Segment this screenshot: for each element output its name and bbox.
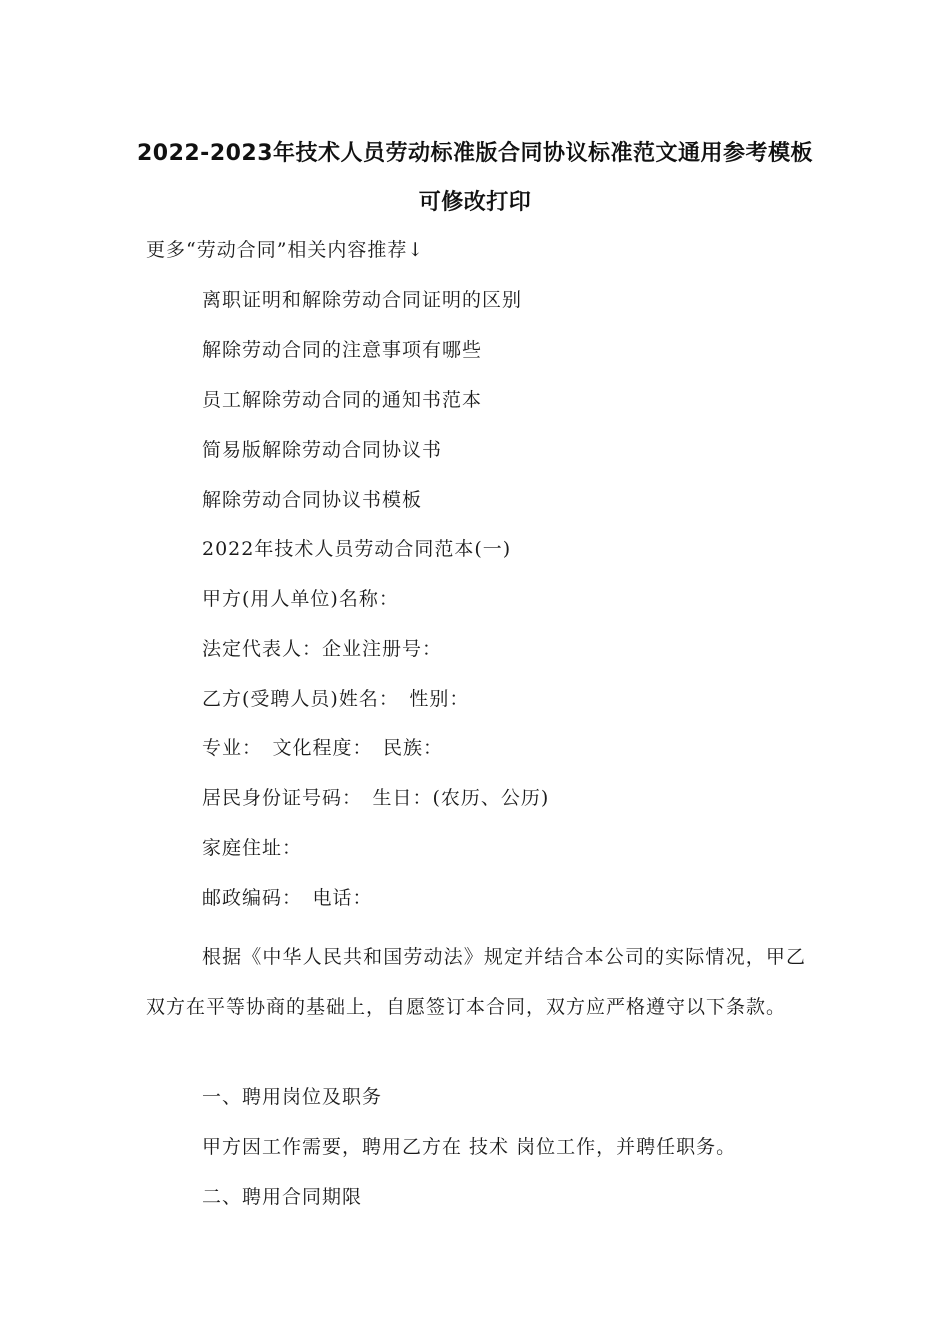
field-employee-name: 乙方(受聘人员)姓名： 性别： [202, 688, 470, 710]
intro-paragraph: 根据《中华人民共和国劳动法》规定并结合本公司的实际情况，甲乙双方在平等协商的基础上，自愿签订本合同，双方应严格遵守以下条款。 [146, 946, 806, 1018]
field-postal-code: 邮政编码： 电话： [202, 887, 373, 909]
recommend-link[interactable]: 离职证明和解除劳动合同证明的区别 [202, 289, 523, 311]
section-title: 2022年技术人员劳动合同范本(一) [202, 538, 512, 560]
recommend-heading: 更多“劳动合同”相关内容推荐↓ [146, 239, 425, 261]
recommend-link[interactable]: 解除劳动合同协议书模板 [202, 489, 423, 511]
field-id-number: 居民身份证号码： 生日：(农历、公历) [202, 787, 550, 809]
recommend-link[interactable]: 员工解除劳动合同的通知书范本 [202, 389, 483, 411]
clause-heading: 二、聘用合同期限 [202, 1186, 363, 1208]
recommend-link[interactable]: 解除劳动合同的注意事项有哪些 [202, 339, 483, 361]
field-employer-name: 甲方(用人单位)名称： [202, 588, 399, 610]
document-title-line2: 可修改打印 [418, 190, 532, 215]
recommend-link[interactable]: 简易版解除劳动合同协议书 [202, 439, 443, 461]
field-home-address: 家庭住址： [202, 837, 303, 859]
document-title-line1: 2022-2023年技术人员劳动标准版合同协议标准范文通用参考模板 [136, 141, 814, 166]
clause-heading: 一、聘用岗位及职务 [202, 1086, 383, 1108]
field-major: 专业： 文化程度： 民族： [202, 737, 444, 759]
clause-text: 甲方因工作需要，聘用乙方在 技术 岗位工作，并聘任职务。 [202, 1136, 737, 1158]
field-legal-representative: 法定代表人：企业注册号： [202, 638, 443, 660]
